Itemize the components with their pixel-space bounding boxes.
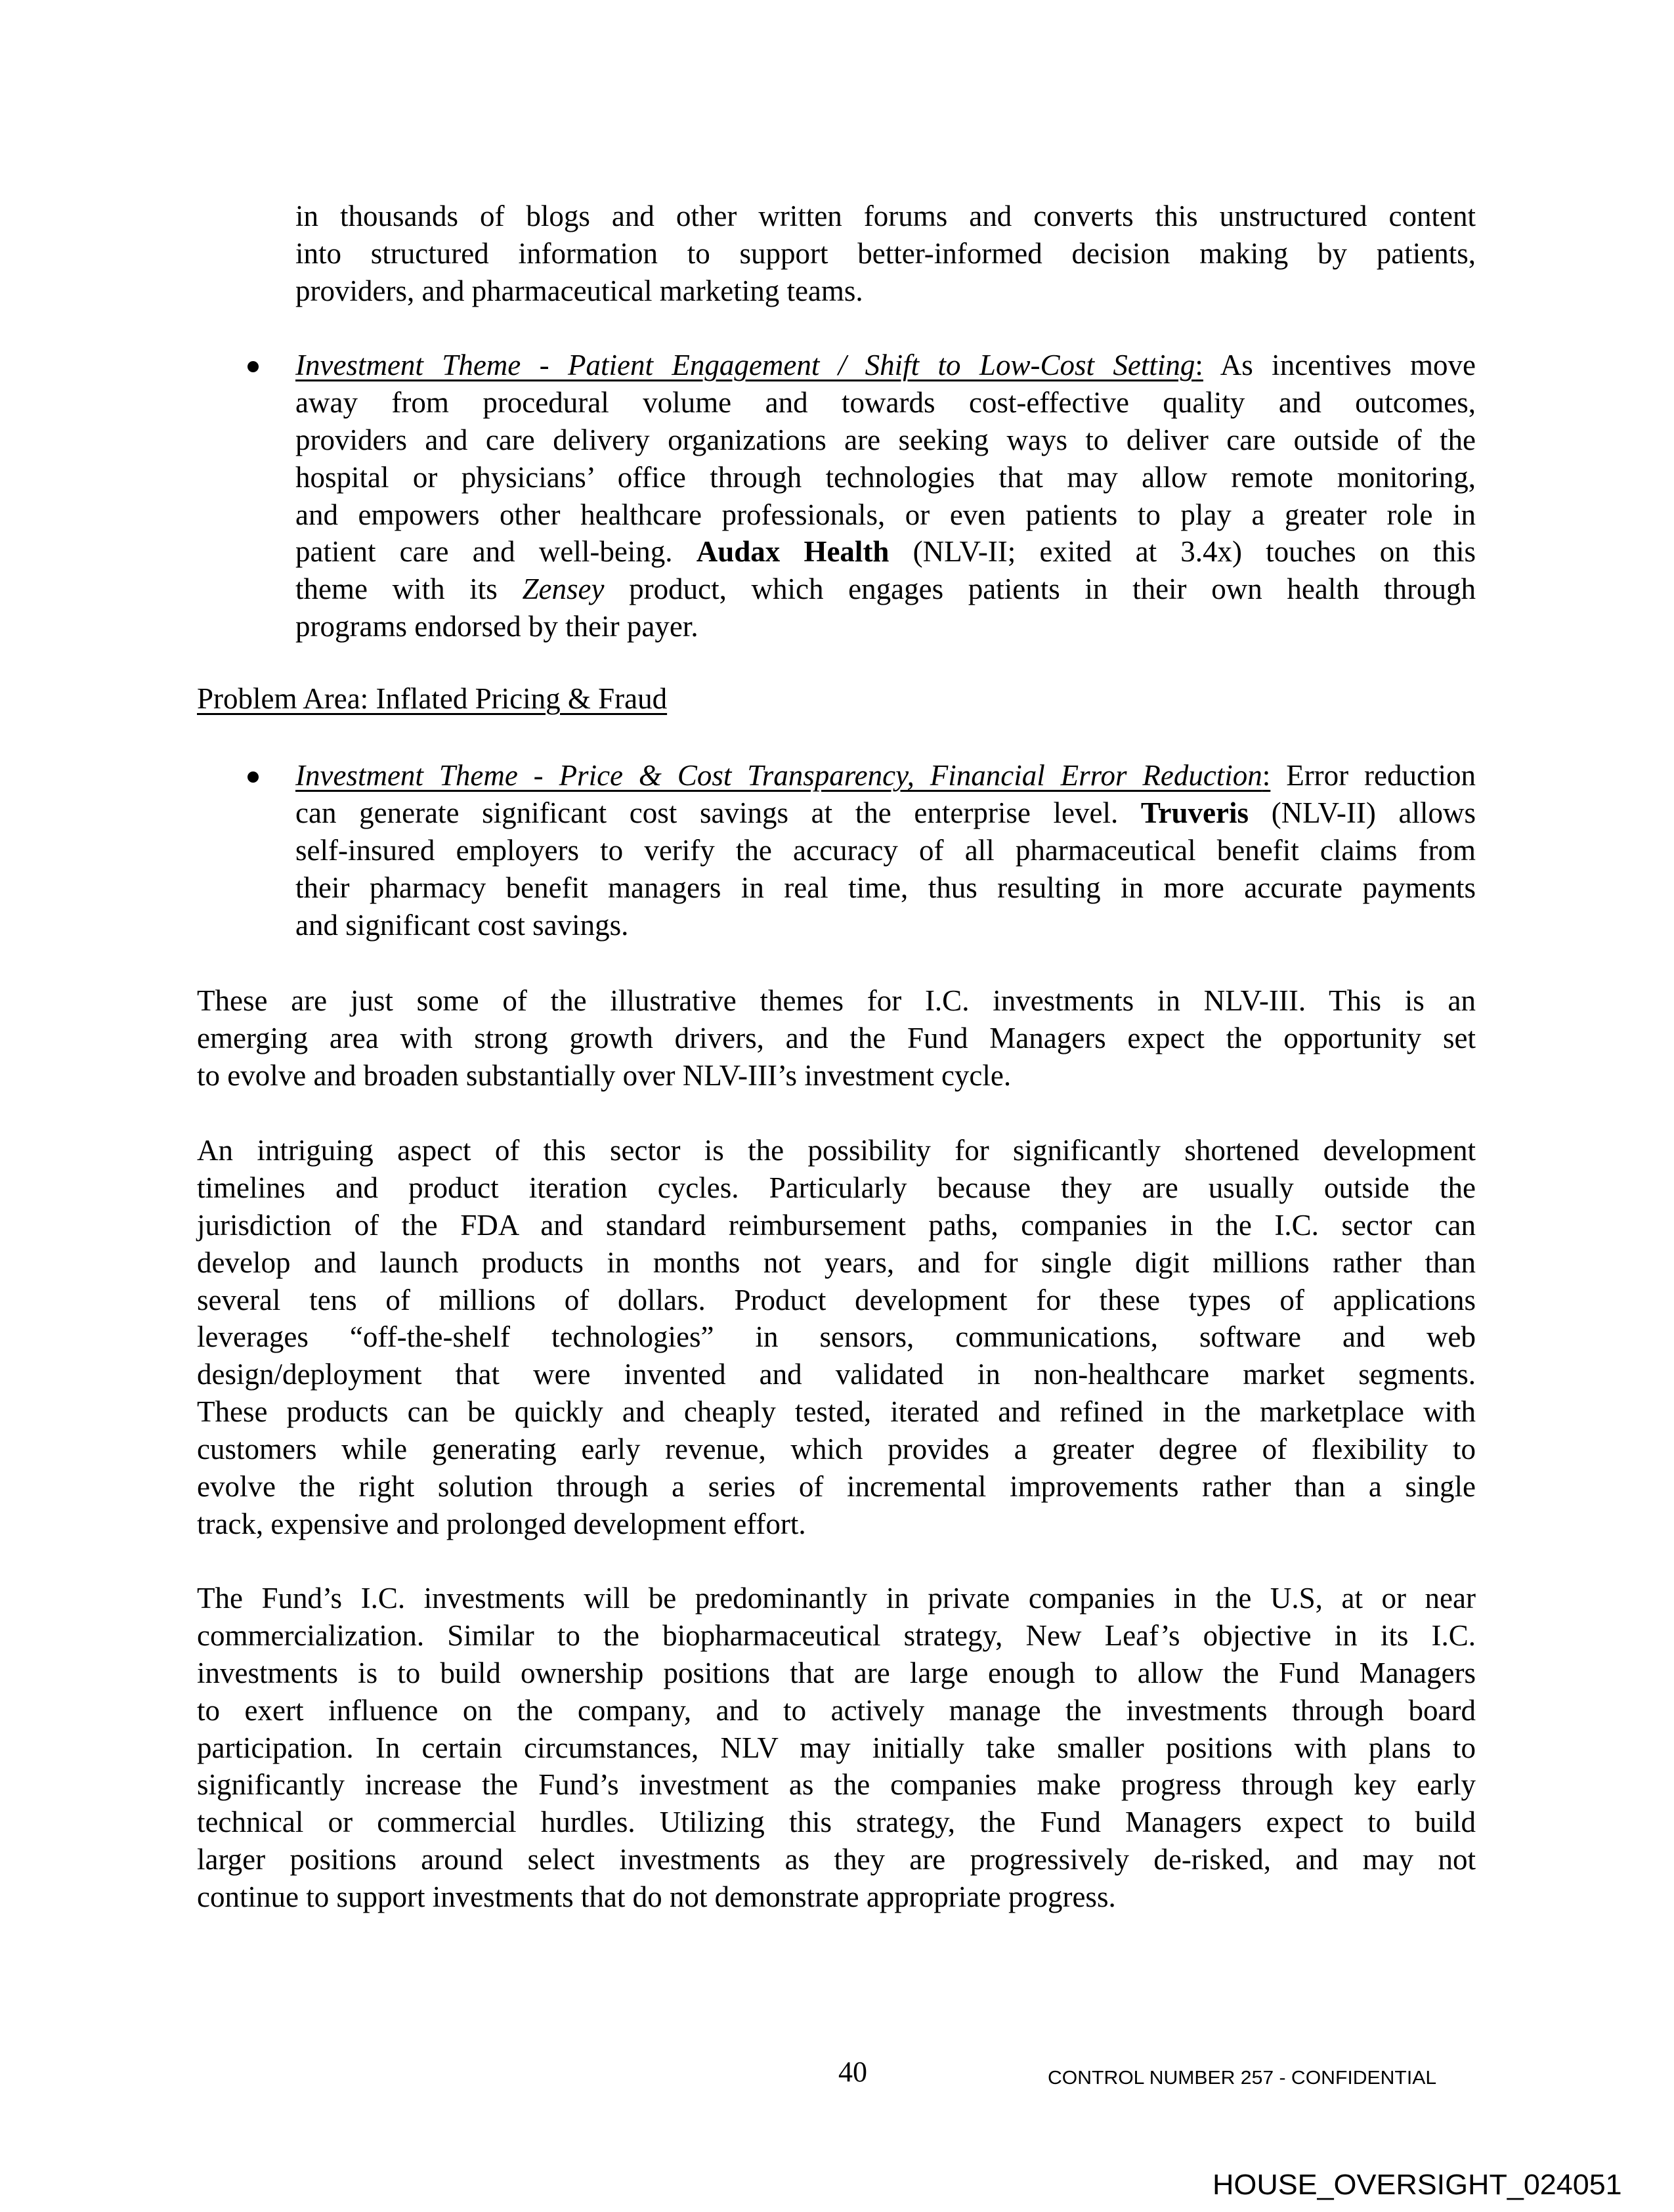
page-number: 40 [838,2056,867,2088]
product-name: Zensey [522,573,605,606]
text-line: to exert influence on the company, and to actively manage the investments through board [197,1693,1476,1727]
text-segment: patient care and well-being. [295,535,697,569]
bullet-icon [247,771,259,783]
text-segment: : [1262,759,1271,792]
text-line: significantly increase the Fund’s investment as the companies make progress through key early [197,1768,1476,1802]
text-segment: (NLV-II) allows [1249,796,1476,829]
text-line: and significant cost savings. [295,908,629,942]
text-line: commercialization. Similar to the biopharmaceutical strategy, New Leaf’s objective in its I.C. [197,1618,1476,1652]
text-segment: can generate significant cost savings at the enterprise level. [295,796,1141,829]
text-line [295,533,1476,571]
paragraph-intriguing-aspect [197,1132,1476,1543]
control-number-label: CONTROL NUMBER 257 - CONFIDENTIAL [1048,2068,1437,2089]
text-line: providers, and pharmaceutical marketing teams. [295,274,863,307]
text-line: self-insured employers to verify the accuracy of all pharmaceutical benefit claims from [295,833,1476,867]
text-segment: (NLV-II; exited at 3.4x) touches on this [889,535,1476,569]
text-line: investments is to build ownership positions that are large enough to allow the Fund Managers [197,1656,1476,1689]
text-segment: : [1195,349,1203,381]
text-line: several tens of millions of dollars. Product development for these types of applications [197,1283,1476,1316]
company-name: Truveris [1140,796,1249,829]
text-line: These are just some of the illustrative themes for I.C. investments in NLV-III. This is an [197,984,1476,1017]
text-line [295,347,1476,384]
text-segment: product, which engages patients in their own health through [604,573,1476,606]
text-line: larger positions around select investments as they are progressively de-risked, and may not [197,1843,1476,1876]
text-line: jurisdiction of the FDA and standard reimbursement paths, companies in the I.C. sector can [197,1208,1476,1242]
text-line: continue to support investments that do not demonstrate appropriate progress. [197,1880,1116,1914]
text-line: develop and launch products in months not years, and for single digit millions rather than [197,1246,1476,1279]
text-line: programs endorsed by their payer. [295,610,698,643]
paragraph-fund-investments [197,1580,1476,1916]
text-line: evolve the right solution through a series of incremental improvements rather than a single [197,1470,1476,1504]
section-heading-problem-area: Problem Area: Inflated Pricing & Fraud [197,682,668,715]
text-line: hospital or physicians’ office through technologies that may allow remote monitoring, [295,460,1476,494]
text-line: The Fund’s I.C. investments will be predominantly in private companies in the U.S, at or near [197,1582,1476,1615]
text-line: track, expensive and prolonged development effort. [197,1507,806,1540]
text-line: their pharmacy benefit managers in real time, thus resulting in more accurate payments [295,871,1476,904]
text-line: technical or commercial hurdles. Utilizing this strategy, the Fund Managers expect to build [197,1806,1476,1839]
paragraph-illustrative-themes [197,982,1476,1095]
company-name: Audax Health [696,535,890,569]
bates-stamp: HOUSE_OVERSIGHT_024051 [1213,2169,1622,2201]
text-line: emerging area with strong growth drivers, and the Fund Managers expect the opportunity set [197,1021,1476,1054]
bullet-price-transparency [295,757,1476,943]
text-segment: As incentives move [1203,349,1476,381]
text-line [295,571,1476,608]
text-line: providers and care delivery organizations are seeking ways to deliver care outside of the [295,423,1476,456]
text-segment: Error reduction [1270,759,1476,792]
investment-theme-label: Investment Theme - Price & Cost Transparency, Financial Error Reduction [295,759,1262,792]
investment-theme-label: Investment Theme - Patient Engagement / Shift to Low-Cost Setting [295,349,1195,381]
text-line: participation. In certain circumstances, NLV may initially take smaller positions with plans to [197,1731,1476,1764]
text-line: leverages “off-the-shelf technologies” in sensors, communications, software and web [197,1320,1476,1354]
text-line: and empowers other healthcare professionals, or even patients to play a greater role in [295,498,1476,531]
text-line: customers while generating early revenue, which provides a greater degree of flexibility to [197,1433,1476,1466]
text-line: These products can be quickly and cheaply tested, iterated and refined in the marketplace with [197,1395,1476,1429]
bullet-icon [247,361,259,372]
text-line [295,757,1476,794]
bullet-patient-engagement [295,347,1476,645]
text-line: timelines and product iteration cycles. Particularly because they are usually outside the [197,1171,1476,1204]
text-line: away from procedural volume and towards cost-effective quality and outcomes, [295,385,1476,419]
paragraph-continuation [295,198,1476,310]
text-line: in thousands of blogs and other written forums and converts this unstructured content [295,200,1476,232]
text-line: design/deployment that were invented and validated in non-healthcare market segments. [197,1358,1476,1391]
text-line: An intriguing aspect of this sector is the possibility for significantly shortened development [197,1134,1476,1167]
text-line [295,794,1476,832]
text-line: into structured information to support better-informed decision making by patients, [295,236,1476,270]
text-segment: theme with its [295,573,523,606]
text-line: to evolve and broaden substantially over NLV-III’s investment cycle. [197,1058,1012,1092]
